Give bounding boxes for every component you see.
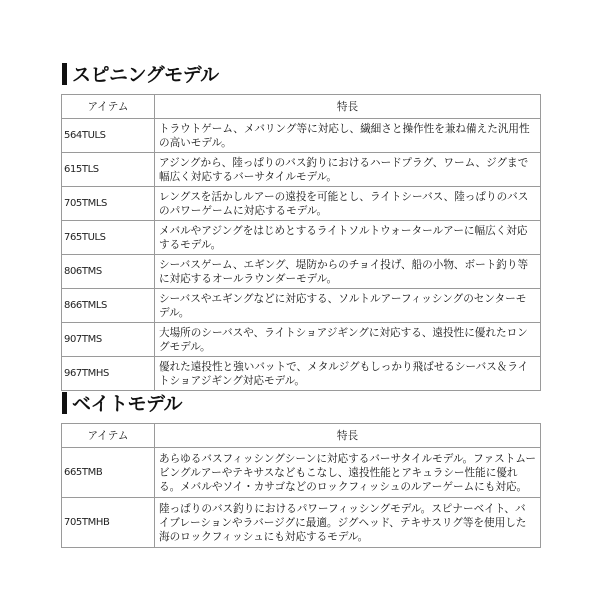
spinning-title-text: スピニングモデル bbox=[72, 64, 219, 86]
column-header-item: アイテム bbox=[62, 424, 155, 448]
feature-cell: アジングから、陸っぱりのバス釣りにおけるハードプラグ、ワーム、ジグまで幅広く対応するバーサタイルモデル。 bbox=[155, 153, 541, 187]
item-cell: 907TMS bbox=[62, 323, 155, 357]
spinning-table bbox=[61, 94, 541, 391]
table-row bbox=[62, 289, 541, 323]
feature-cell: あらゆるバスフィッシングシーンに対応するバーサタイルモデル。ファストムービングルアーやテキサスなどもこなし、遠投性能とアキュラシー性能に優れる。メバルやソイ・カサゴなどのロックフィッシュのルアーゲームにも対応。 bbox=[155, 448, 541, 498]
feature-cell: シーバスゲーム、エギング、堤防からのチョイ投げ、船の小物、ボート釣り等に対応するオールラウンダーモデル。 bbox=[155, 255, 541, 289]
column-header-feature: 特長 bbox=[155, 95, 541, 119]
table-row bbox=[62, 153, 541, 187]
table-row bbox=[62, 187, 541, 221]
table-row bbox=[62, 221, 541, 255]
bait-title-text: ベイトモデル bbox=[72, 393, 183, 415]
feature-cell: 優れた遠投性と強いバットで、メタルジグもしっかり飛ばせるシーバス＆ライトショアジギング対応モデル。 bbox=[155, 357, 541, 391]
feature-cell: トラウトゲーム、メバリング等に対応し、繊細さと操作性を兼ね備えた汎用性の高いモデル。 bbox=[155, 119, 541, 153]
table-row bbox=[62, 119, 541, 153]
bait-table bbox=[61, 423, 541, 548]
feature-cell: 陸っぱりのバス釣りにおけるパワーフィッシングモデル。スピナーベイト、バイブレーションやラバージグに最適。ジグヘッド、テキサスリグ等を使用した海のロックフィッシュにも対応するモデル。 bbox=[155, 498, 541, 548]
item-cell: 765TULS bbox=[62, 221, 155, 255]
table-row bbox=[62, 498, 541, 548]
table-row bbox=[62, 448, 541, 498]
item-cell: 705TMLS bbox=[62, 187, 155, 221]
table-row bbox=[62, 255, 541, 289]
column-header-item: アイテム bbox=[62, 95, 155, 119]
item-cell: 564TULS bbox=[62, 119, 155, 153]
table-row bbox=[62, 323, 541, 357]
bait-table-header bbox=[62, 424, 541, 448]
item-cell: 866TMLS bbox=[62, 289, 155, 323]
title-bar-marker bbox=[62, 63, 67, 85]
item-cell: 705TMHB bbox=[62, 498, 155, 548]
column-header-feature: 特長 bbox=[155, 424, 541, 448]
spinning-table-header bbox=[62, 95, 541, 119]
feature-cell: メバルやアジングをはじめとするライトソルトウォータールアーに幅広く対応するモデル。 bbox=[155, 221, 541, 255]
item-cell: 967TMHS bbox=[62, 357, 155, 391]
feature-cell: シーバスやエギングなどに対応する、ソルトルアーフィッシングのセンターモデル。 bbox=[155, 289, 541, 323]
feature-cell: レングスを活かしルアーの遠投を可能とし、ライトシーバス、陸っぱりのバスのパワーゲームに対応するモデル。 bbox=[155, 187, 541, 221]
feature-cell: 大場所のシーバスや、ライトショアジギングに対応する、遠投性に優れたロングモデル。 bbox=[155, 323, 541, 357]
title-bar-marker bbox=[62, 392, 67, 414]
table-row bbox=[62, 357, 541, 391]
item-cell: 806TMS bbox=[62, 255, 155, 289]
item-cell: 665TMB bbox=[62, 448, 155, 498]
item-cell: 615TLS bbox=[62, 153, 155, 187]
bait-section-title bbox=[62, 389, 182, 416]
spinning-section-title bbox=[62, 60, 219, 87]
